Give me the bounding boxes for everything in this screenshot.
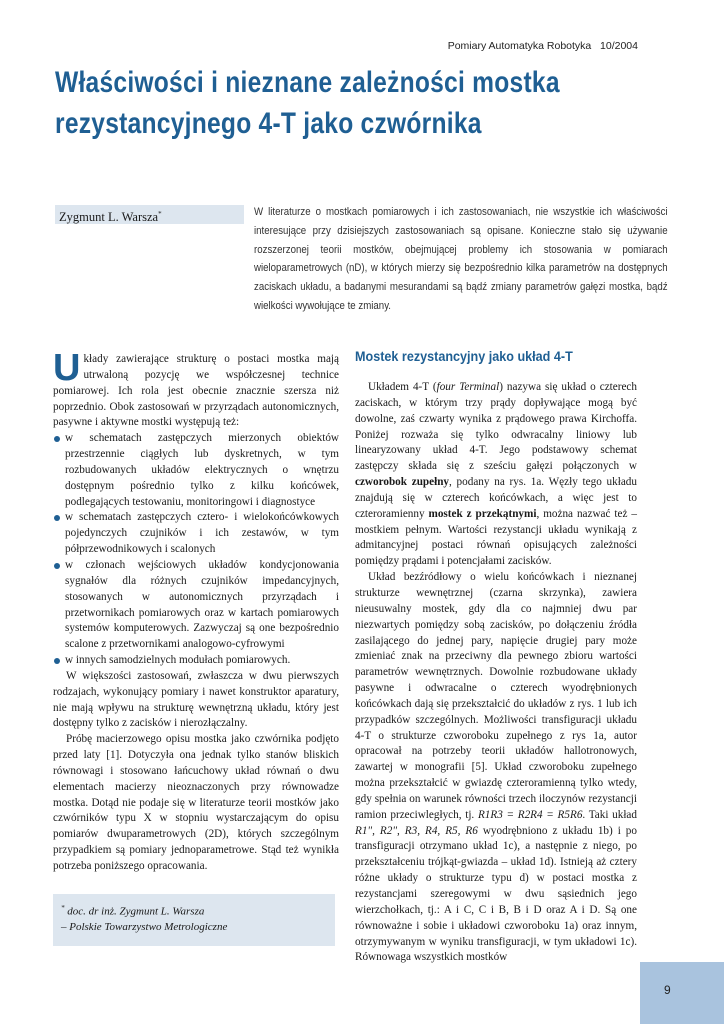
body-paragraph: Próbę macierzowego opisu mostka jako czwórnika podjęto przed laty [1]. Dotyczyła ona jednak tylko stanów bliskich równowagi i stosowano łańcuchowy układ równań o dwu elementach macierzy nieoznaczonych przy równowadze mostka. Dotąd nie podaje się w literaturze teorii mostków jako czwórników typu X w stopniu wystarczającym do opisu pomiarów dwuparametrowych (2D), których szczególnym przypadkiem są pomiary jednoparametrowe. Stąd też wynikła potrzeba poniższego opracowania. — [53, 733, 339, 872]
author-name: Zygmunt L. Warsza — [59, 210, 159, 225]
intro-paragraph — [53, 347, 339, 431]
list-item: w innych samodzielnych modułach pomiarowych. — [53, 653, 339, 669]
intro-text: kłady zawierające strukturę o postaci mostka mają utrwaloną pozycję we współczesnej technice pomiarowej. Ich rola jest obecnie znacznie szersza niż poprzednio. Obok zastosowań w przyrządach autonomicznych, pasywne i aktywne mostki występują też: — [53, 353, 339, 429]
page-number: 9 — [664, 983, 671, 997]
term-italic: four Terminal — [436, 381, 500, 393]
body-paragraph: Układ bezźródłowy o wielu końcówkach i nieznanej strukturze wewnętrznej (czarna skrzynka), zawiera nieusuwalny mostek, gdy dla co najmniej dwu par niezwartych pomiędzy sobą zacisków, po dołączeniu źródła zasilającego do jednej pary, napięcie drugiej pary może zmieniać znak na przeciwny dla pewnego zbioru wartości parametrów wewnętrznych. Dowolnie rozbudowane układy pasywne i odwracalne o czterech wyodrębnionych końcówkach dają się przekształcić do układów z rys. 1 lub ich przypadków szczególnych. Możliwości transfiguracji układu 4-T o strukturze czworoboku zupełnego z rys 1a, autor opracował na potrzeby teorii układów hallotronowych, zawartej w monografii [5]. Układ czworoboku zupełnego można przekształcić w gwiazdę czteroramienną tylko wtedy, gdy spełnia on warunek równości trzech iloczynów rezystancji ramion przeciwległych, tj. R1R3 = R2R4 = R5R6. Taki układ R1", R2", R3, R4, R5, R6 wyodrębniono z układu 1b) i po transfiguracji otrzymano układ 1c), a następnie z niego, po przekształceniu trójkąt-gwiazda – układ 1d). Istnieją aż cztery różne układy o strukturze typu d) w postaci mostka z rezystancjami szeregowymi w dwu sąsiednich jego wierzchołkach, tj.: A i C, C i B, B i D oraz A i D. Są one równoważne i sobie i układowi czworoboku 1a) oraz innym, otrzymywanym w wyniku transfiguracji, w tym układowi 1c). Równowaga wszystkich mostków — [355, 571, 637, 964]
drop-cap: U — [53, 347, 81, 389]
body-paragraph: Układem 4-T (four Terminal) nazywa się układ o czterech zaciskach, w którym trzy prądy dopływające mogą być dowolne, zaś czwarty wynika z prądowego prawa Kirchoffa. Poniżej rozważa się tylko odwracalny liniowy lub linearyzowany układ 4-T. Jego podstawowy schemat zastępczy składa się z sześciu gałęzi połączonych w czworobok zupełny, podany na rys. 1a. Węzły tego układu znajdują się w czterech końcówkach, a więc jest to czteroramienny mostek z przekątnymi, można nazwać też – mostkiem pełnym. Wartości rezystancji układu wynikają z admitancyjnej postaci równań opisujących zależności pomiędzy prądami i potencjałami zacisków. — [355, 381, 637, 568]
element-list: R1", R2", R3, R4, R5, R6 — [355, 824, 478, 837]
footnote-mark: * — [61, 904, 65, 912]
bullet-list — [53, 431, 339, 669]
footnote-line: – Polskie Towarzystwo Metrologiczne — [61, 920, 228, 933]
author-box — [55, 205, 244, 224]
issue-number: 10/2004 — [600, 40, 638, 52]
abstract: W literaturze o mostkach pomiarowych i ich zastosowaniach, nie wszystkie ich właściwości interesujące przy dzisiejszych zastosowaniach są opisane. Konieczne stało się używanie rozszerzonej teorii mostków, obejmującej problemy ich stosowania w pomiarach wieloparametrowych (nD), w których mierzy się bezpośrednio kilka parametrów na dostępnych zaciskach układu, a badanymi mesurandami są bądź zmiany parametrów gałęzi mostka, bądź wielkości wywołujące te zmiany. — [254, 206, 668, 312]
running-header — [448, 40, 638, 52]
footnote-line: * doc. dr inż. Zygmunt L. Warsza — [61, 904, 205, 918]
left-column — [53, 347, 339, 875]
list-item: w schematach zastępczych cztero- i wielokońcówkowych pojedynczych czujników i ich zestawów, w tym półprzewodnikowych i scalonych — [53, 510, 339, 558]
journal-name: Pomiary Automatyka Robotyka — [447, 40, 592, 52]
list-item: w członach wejściowych układów kondycjonowania sygnałów dla różnych czujników impedancyjnych, stosowanych w autonomicznych przyrządach i przetwornikach pomiarowych oraz w kartach pomiarowych systemów komputerowych. Zazwyczaj są one bezpośrednio scalone z przetwornikami analogowo-cyfrowymi — [53, 558, 339, 653]
term-bold: mostek z przekątnymi — [428, 507, 537, 520]
page-number-box — [640, 962, 724, 1024]
right-column — [355, 380, 637, 966]
term-bold: czworobok zupełny — [355, 476, 450, 489]
section-heading: Mostek rezystancyjny jako układ 4-T — [355, 348, 573, 364]
body-paragraph: W większości zastosowań, zwłaszcza w dwu pierwszych rodzajach, wykonujący pomiary i nawet konstruktor aparatury, nie mają wpływu na strukturę wewnętrzną układu, który jest dostępny tylko z zacisków i nierozłączalny. — [53, 669, 339, 730]
article-title: Właściwości i nieznane zależności mostka rezystancyjnego 4-T jako czwórnika — [55, 66, 560, 140]
list-item: w schematach zastępczych mierzonych obiektów przestrzennie ciągłych lub dyskretnych, w tym rozbudowanych układów elektrycznych o wnętrzu dostępnym pośrednio tylko z kilku końcówek, podlegających testowaniu, monitoringowi i diagnostyce — [53, 431, 339, 510]
author-footnote-mark: * — [158, 210, 162, 218]
footnote-box — [53, 894, 335, 946]
equation: R1R3 = R2R4 = R5R6 — [477, 808, 583, 821]
